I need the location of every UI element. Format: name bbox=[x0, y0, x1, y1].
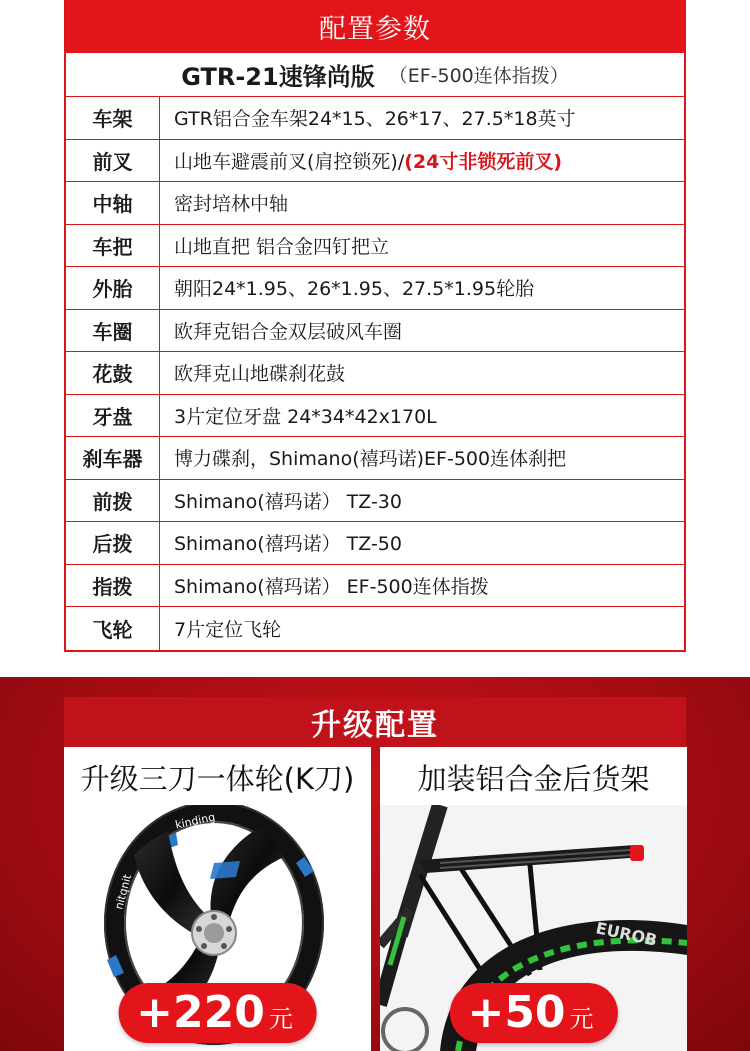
spec-row bbox=[66, 607, 684, 650]
spec-value: GTR铝合金车架24*15、26*17、27.5*18英寸 bbox=[174, 108, 576, 131]
card-title: 升级三刀一体轮(K刀) bbox=[80, 762, 355, 796]
spec-key: 车把 bbox=[66, 225, 160, 267]
spec-row bbox=[66, 225, 684, 268]
price-unit: 元 bbox=[268, 1005, 293, 1033]
price-unit: 元 bbox=[569, 1005, 594, 1033]
spec-table bbox=[64, 0, 686, 652]
spec-row bbox=[66, 437, 684, 480]
spec-key: 飞轮 bbox=[66, 607, 160, 650]
svg-text:EUROB: EUROB bbox=[594, 918, 659, 950]
spec-key: 外胎 bbox=[66, 267, 160, 309]
spec-key: 车架 bbox=[66, 97, 160, 139]
spec-key: 车圈 bbox=[66, 310, 160, 352]
spec-value-text: 山地车避震前叉(肩控锁死)/ bbox=[174, 150, 405, 173]
model-note: （EF-500连体指拨） bbox=[388, 65, 569, 87]
spec-value: 3片定位牙盘 24*34*42x170L bbox=[174, 405, 437, 428]
spec-key: 后拨 bbox=[66, 522, 160, 564]
spec-row bbox=[66, 267, 684, 310]
spec-value bbox=[160, 140, 684, 182]
spec-value: 博力碟刹，Shimano(禧玛诺)EF-500连体刹把 bbox=[174, 448, 567, 471]
spec-key: 刹车器 bbox=[66, 437, 160, 479]
spec-value: 欧拜克铝合金双层破风车圈 bbox=[174, 320, 403, 343]
svg-text:nitqnit: nitqnit bbox=[112, 872, 135, 911]
model-name: GTR-21速锋尚版 bbox=[181, 63, 375, 91]
spec-value: 朝阳24*1.95、26*1.95、27.5*1.95轮胎 bbox=[174, 278, 535, 301]
spec-header: 配置参数 bbox=[66, 0, 684, 53]
spec-value: 山地直把 铝合金四钉把立 bbox=[174, 235, 390, 258]
spec-value-highlight: (24寸非锁死前叉) bbox=[404, 150, 563, 173]
spec-value: 欧拜克山地碟刹花鼓 bbox=[174, 363, 346, 386]
spec-value: Shimano(禧玛诺） TZ-30 bbox=[174, 490, 402, 513]
spec-value: 密封培林中轴 bbox=[174, 193, 289, 216]
spec-key: 前叉 bbox=[66, 140, 160, 182]
spec-row bbox=[66, 97, 684, 140]
spec-row bbox=[66, 140, 684, 183]
upgrade-card-rack[interactable] bbox=[380, 747, 687, 1051]
spec-value: Shimano(禧玛诺） TZ-50 bbox=[174, 533, 402, 556]
spec-key: 牙盘 bbox=[66, 395, 160, 437]
price-badge bbox=[449, 983, 617, 1043]
spec-value: 7片定位飞轮 bbox=[174, 618, 282, 641]
spec-value: Shimano(禧玛诺） EF-500连体指拨 bbox=[174, 575, 489, 598]
price-value: +220 bbox=[136, 987, 265, 1038]
spec-row bbox=[66, 395, 684, 438]
spec-row bbox=[66, 565, 684, 608]
upgrade-section bbox=[0, 677, 750, 1051]
spec-row bbox=[66, 480, 684, 523]
upgrade-title: 升级配置 bbox=[64, 697, 686, 747]
spec-key: 指拨 bbox=[66, 565, 160, 607]
card-title: 加装铝合金后货架 bbox=[417, 762, 650, 796]
spec-key: 中轴 bbox=[66, 182, 160, 224]
spec-row bbox=[66, 310, 684, 353]
upgrade-card-wheel[interactable] bbox=[64, 747, 371, 1051]
model-row bbox=[66, 53, 684, 97]
price-value: +50 bbox=[467, 987, 566, 1038]
spec-row bbox=[66, 182, 684, 225]
spec-key: 前拨 bbox=[66, 480, 160, 522]
price-badge bbox=[118, 983, 317, 1043]
spec-row bbox=[66, 352, 684, 395]
spec-row bbox=[66, 522, 684, 565]
svg-text:kinding: kinding bbox=[174, 810, 217, 832]
spec-key: 花鼓 bbox=[66, 352, 160, 394]
